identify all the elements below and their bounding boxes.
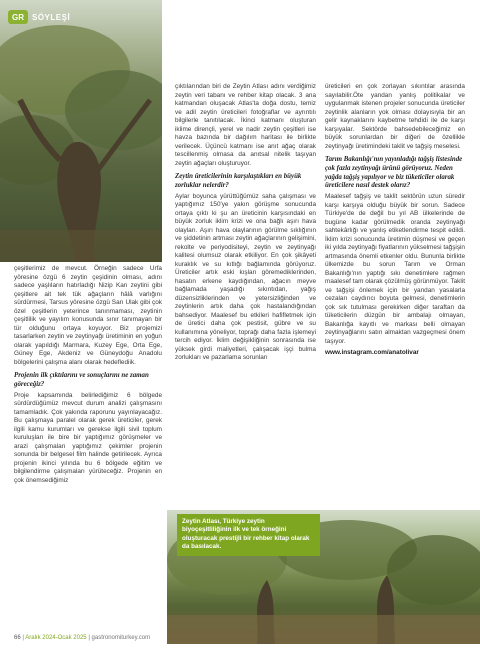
paragraph: çeşitlerimiz de mevcut. Örneğin sadece Urfa yöresine özgü 6 zeytin çeşidinin olması, adını sadece yaşlıların hatırladığı Nizip Kan zeytini gibi çeşitlere ait tek tük ağaçların hâlâ varlığını sürdürmesi, Tarsus yöresine özgü Sarı Ulak gibi çok özel çeşitlerin yeterince tanınmaması, zeytinin çeşitlilik ve yayılım konusunda sınır tanımayan bir tür olduğunu ortaya koyuyor. Biz projemizi tasarlarken zeytin ve zeytinyağı üretiminin en yoğun olarak yapıldığı Marmara, Kuzey Ege, Orta Ege, Güney Ege, Akdeniz ve Güneydoğu Anadolu bölgelerini çalışma alanı olarak hedeflediik.: [14, 265, 162, 366]
paragraph: çıktılarından biri de Zeytin Atlası adını verdiğimiz zeytin veri tabanı ve rehber kitap olacak. 3 ana katmandan oluşacak Atlas'ta doğa dostu, temiz ve adil zeytin üreticileri fotoğraflar ve ayrıntılı bilgilerle tanıtılacak. İkinci katmanı oluşturan iklime dirençli, yerel ve nadir zeytin çeşitleri ise havza bazında bir dağılım haritası ile birlikte verilecek. Üçüncü katmanı ise anıt ağaç olarak tescillenmiş olmasa da anıtsal nitelik taşıyan zeytin ağaçları oluşturuyor.: [175, 83, 316, 167]
footer-separator: |: [22, 635, 24, 641]
page-number: 66: [14, 635, 21, 641]
footer-separator: |: [88, 635, 90, 641]
column-1: [14, 265, 162, 488]
paragraph: üreticileri en çok zorlayan sıkıntılar arasında sayılabilir.Öte yandan yanlış politikalar ve uygulanmak istenen projeler sonucunda üreticiler zeytinlik alanların yok olması dolayısıyla bir an gelir kaynaklarını kaybetme tehdidi ile de karşı karşıyalar. Sektörde bahsedebileceğimiz en büyük sorunlardan bir diğeri de özellikle zeytinyağı üretimindeki taklit ve tağşiş meselesi.: [325, 83, 465, 150]
olive-tree-illustration: [0, 0, 162, 262]
issue-date: Aralık 2024-Ocak 2025: [25, 635, 87, 641]
paragraph: Proje kapsamında belirlediğimiz 6 bölgede sürdürdüğümüz mevcut durum analizi çalışmasını tamamladık. Çok yakında raporunu yayınlayacağız. Bu çalışmaya paralel olarak gerek üreticiler, gerek ilgili kamu kurumları ve gerekse ilgili sivil toplum kuruluşları ile bire bir yaptığımız görüşmeler ve arazi çalışmaları yaptığımız çekimler projenin sonunda bir belgesel film halinde getirilecek. Ayrıca projenin ikinci yılında bu 6 bölgede eğitim ve bilgilendirme çalışmaları yürüteceğiz. Projenin en çok önemsediğimiz: [14, 391, 162, 484]
interview-question: Zeytin üreticilerinin karşılaştıkları en büyük zorluklar nelerdir?: [175, 173, 302, 189]
magazine-logo: GR: [8, 10, 28, 24]
column-3: [325, 83, 465, 361]
interview-question: Tarım Bakanlığı'nın yayınladığı tağşiş listesinde çok fazla zeytinyağı ürünü görüyoruz. Neden yağda tağşiş yapılıyor ve biz tüketiciler olarak üreticilere nasıl destek olarız?: [325, 156, 463, 190]
interview-question: Projenin ilk çıktılarını ve sonuçlarını ne zaman göreceğiz?: [14, 372, 149, 388]
section-label: SÖYLEŞİ: [32, 12, 71, 22]
paragraph: Aylar boyunca yürüttüğümüz saha çalışması ve yaptığımız 150'ye yakın görüşme sonucunda ortaya çıktı ki şu an üreticinin karşısındaki en büyük zorluk iklim krizi ve ona bağlı aşırı hava olayları. Aşırı hava olaylarının görülme sıklığının ve şiddetinin artması zeytin ağaçlarının gelişimini, rekolte ve periyodisiteyi, zeytin ve zeytinyağı kalitesi olumsuz olarak etkiliyor. En çok şikâyeti kuraklık ve su kıtlığı bağlamında görüyoruz. Üreticiler artık eski kışları göremediklerinden, hasatın erkene kaydığından, ağacın meyve bağlamada yaşadığı sıkıntıdan, yağış düzensizliklerinden ve yetersizliğinden ve zeytinlerin artık daha çok hastalandığından bahsediyor. Maalesef bu etkileri hafifletmek için de üretici daha çok pestisit, gübre ve su kullanımına yöneliyor, toprağı daha fazla işlemeyi tercih ediyor. İklim değişikliğinin sonrasında ise yüksek girdi maliyetleri, çalışacak işçi bulma zorlukları ve pazarlama sorunları: [175, 192, 316, 362]
photo-caption: Zeytin Atlası, Türkiye zeytin biyoçeşitliliğinin ilk ve tek örneğini oluşturacak prestijli bir rehber kitap olarak da basılacak.: [177, 514, 320, 556]
olive-tree-photo: [0, 0, 162, 262]
paragraph: Maalesef tağşiş ve taklit sektörün uzun süredir karşı karşıya olduğu büyük bir sorun. Sadece Türkiye'de de değil bu yıl AB ülkelerinde de bugüne kadar görülmedik oranda zeytinyağı sahtekârlığı ve yanlış etiketlendirme tespit edildi. İklim krizi sonucunda üretimin düşmesi ve geçen iki yılda zeytinyağı fiyatlarının yükselmesi tağşişin artmasında önemli etkenler oldu. Bununla birlikte ülkemizde bu sorun Tarım ve Orman Bakanlığı'nın yaptığı sıkı denetimlere rağmen maalesef tam olarak çözülmüş görünmüyor. Taklit ve tağşişi önlemek için bir yandan yasalarla cezaları caydırıcı boyuta gelmesi, denetimlerin çok sık tutulması gerekirken diğer taraftan da tüketicilerin düzgün bir ambalajı olmayan, Bakanlığa kayıtlı ve markası belli olmayan zeytinyağlarını satın almaktan vazgeçmesi önem taşıyor.: [325, 193, 465, 345]
page-footer: [14, 635, 150, 641]
instagram-link[interactable]: www.instagram.com/anatolivar: [325, 349, 419, 357]
website: gastronomiturkey.com: [91, 635, 151, 641]
column-2: [175, 83, 316, 366]
section-header: [8, 10, 70, 24]
